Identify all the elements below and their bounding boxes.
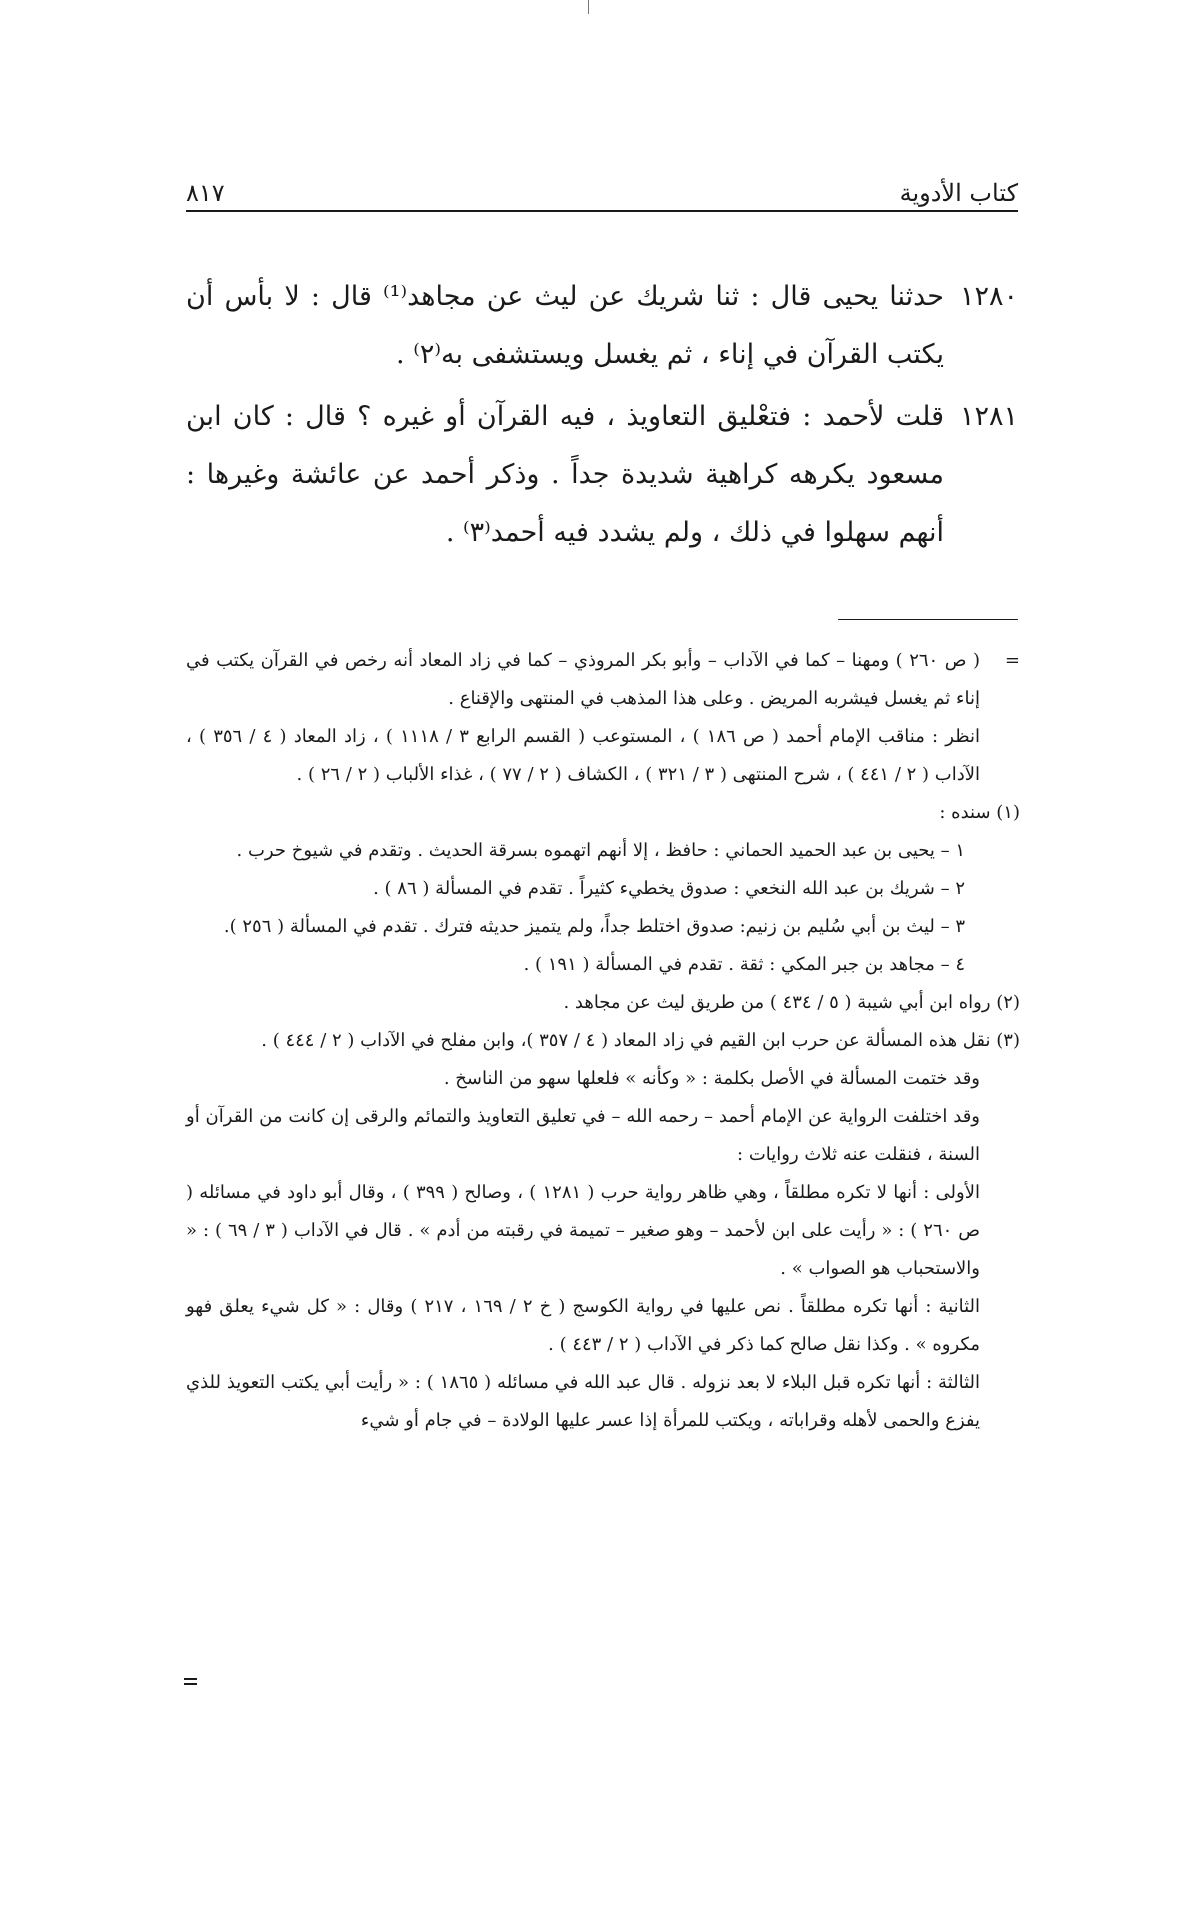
main-text <box>186 268 1018 566</box>
continuation-mark-bottom <box>184 1678 197 1685</box>
footnote-3-paragraph: وقد اختلفت الرواية عن الإمام أحمد – رحمه الله – في تعليق التعاويذ والتمائم والرقى إن كانت من القرآن أو السنة ، فنقلت عنه ثلاث روايات : <box>186 1106 980 1165</box>
page-number: ٨١٧ <box>186 179 225 207</box>
entry-number: ١٢٨٠ <box>959 281 1018 312</box>
footnote-3-paragraph: وقد ختمت المسألة في الأصل بكلمة : « وكأنه » فلعلها سهو من الناسخ . <box>443 1068 980 1089</box>
footnote-separator <box>838 619 1018 620</box>
sanad-item: ٣ – ليث بن أبي سُليم بن زنيم: صدوق اختلط جداً، ولم يتميز حديثه فترك . تقدم في المسألة ( ٢٥٦ ). <box>223 916 965 937</box>
page-header <box>186 176 1018 214</box>
continuation-paragraph: ( ص ٢٦٠ ) ومهنا – كما في الآداب – وأبو بكر المروذي – كما في زاد المعاد أنه رخص في القرآن يكتب في إناء ثم يغسل فيشربه المريض . وعلى هذا المذهب في المنتهى والإقناع . <box>186 650 980 709</box>
header-rule <box>186 210 1018 212</box>
entry-text: قلت لأحمد : فتعْليق التعاويذ ، فيه القرآن أو غيره ؟ قال : كان ابن مسعود يكرهه كراهية شديدة جداً . وذكر أحمد عن عائشة وغيرها : أنهم سهلوا في ذلك ، ولم يشدد فيه أحمد⁽٣⁾ . <box>186 401 944 548</box>
footnote-3-paragraph: الأولى : أنها لا تكره مطلقاً ، وهي ظاهر رواية حرب ( ١٢٨١ ) ، وصالح ( ٣٩٩ ) ، وقال أبو داود في مسائله ( ص ٢٦٠ ) : « رأيت على ابن لأحمد – وهو صغير – تميمة في رقبته من أدم » . قال في الآداب ( ٣ / ٦٩ ) : « والاستحباب هو الصواب » . <box>186 1182 981 1279</box>
references-paragraph: انظر : مناقب الإمام أحمد ( ص ١٨٦ ) ، المستوعب ( القسم الرابع ٣ / ١١١٨ ) ، زاد المعاد ( ٤ / ٣٥٦ ) ، الآداب ( ٢ / ٤٤١ ) ، شرح المنتهى ( ٣ / ٣٢١ ) ، الكشاف ( ٢ / ٧٧ ) ، غذاء الألباب ( ٢ / ٢٦ ) . <box>186 726 981 785</box>
sanad-item: ١ – يحيى بن عبد الحميد الحماني : حافظ ، إلا أنهم اتهموه بسرقة الحديث . وتقدم في شيوخ حرب . <box>236 840 965 861</box>
continuation-mark: = <box>1004 650 1020 671</box>
footnote-3-paragraph: الثانية : أنها تكره مطلقاً . نص عليها في رواية الكوسج ( خ ٢ / ١٦٩ ، ٢١٧ ) وقال : « كل شيء يعلق فهو مكروه » . وكذا نقل صالح كما ذكر في الآداب ( ٢ / ٤٤٣ ) . <box>186 1296 980 1355</box>
sanad-item: ٢ – شريك بن عبد الله النخعي : صدوق يخطيء كثيراً . تقدم في المسألة ( ٨٦ ) . <box>373 878 965 899</box>
footnote-1-title: (١) سنده : <box>939 802 1020 823</box>
footnote-continuation <box>186 642 1020 794</box>
running-title: كتاب الأدوية <box>899 179 1018 207</box>
footnote-3-paragraph: الثالثة : أنها تكره قبل البلاء لا بعد نزوله . قال عبد الله في مسائله ( ١٨٦٥ ) : « رأيت أبي يكتب التعويذ للذي يفزع والحمى لأهله وقراباته ، ويكتب للمرأة إذا عسر عليها الولادة – في جام أو شيء <box>186 1372 980 1431</box>
entry-number: ١٢٨١ <box>959 401 1018 432</box>
footnote-3: (٣) نقل هذه المسألة عن حرب ابن القيم في زاد المعاد ( ٤ / ٣٥٧ )، وابن مفلح في الآداب ( ٢ / ٤٤٤ ) . <box>261 1030 1020 1051</box>
entry-1280 <box>186 268 1018 384</box>
footnotes <box>186 642 1020 1440</box>
entry-1281 <box>186 388 1018 562</box>
footnote-2: (٢) رواه ابن أبي شيبة ( ٥ / ٤٣٤ ) من طريق ليث عن مجاهد . <box>563 992 1020 1013</box>
sanad-item: ٤ – مجاهد بن جبر المكي : ثقة . تقدم في المسألة ( ١٩١ ) . <box>523 954 965 975</box>
scan-edge-line <box>588 0 589 14</box>
entry-text: حدثنا يحيى قال : ثنا شريك عن ليث عن مجاهد⁽¹⁾ قال : لا بأس أن يكتب القرآن في إناء ، ثم يغسل ويستشفى به⁽٢⁾ . <box>186 281 944 370</box>
